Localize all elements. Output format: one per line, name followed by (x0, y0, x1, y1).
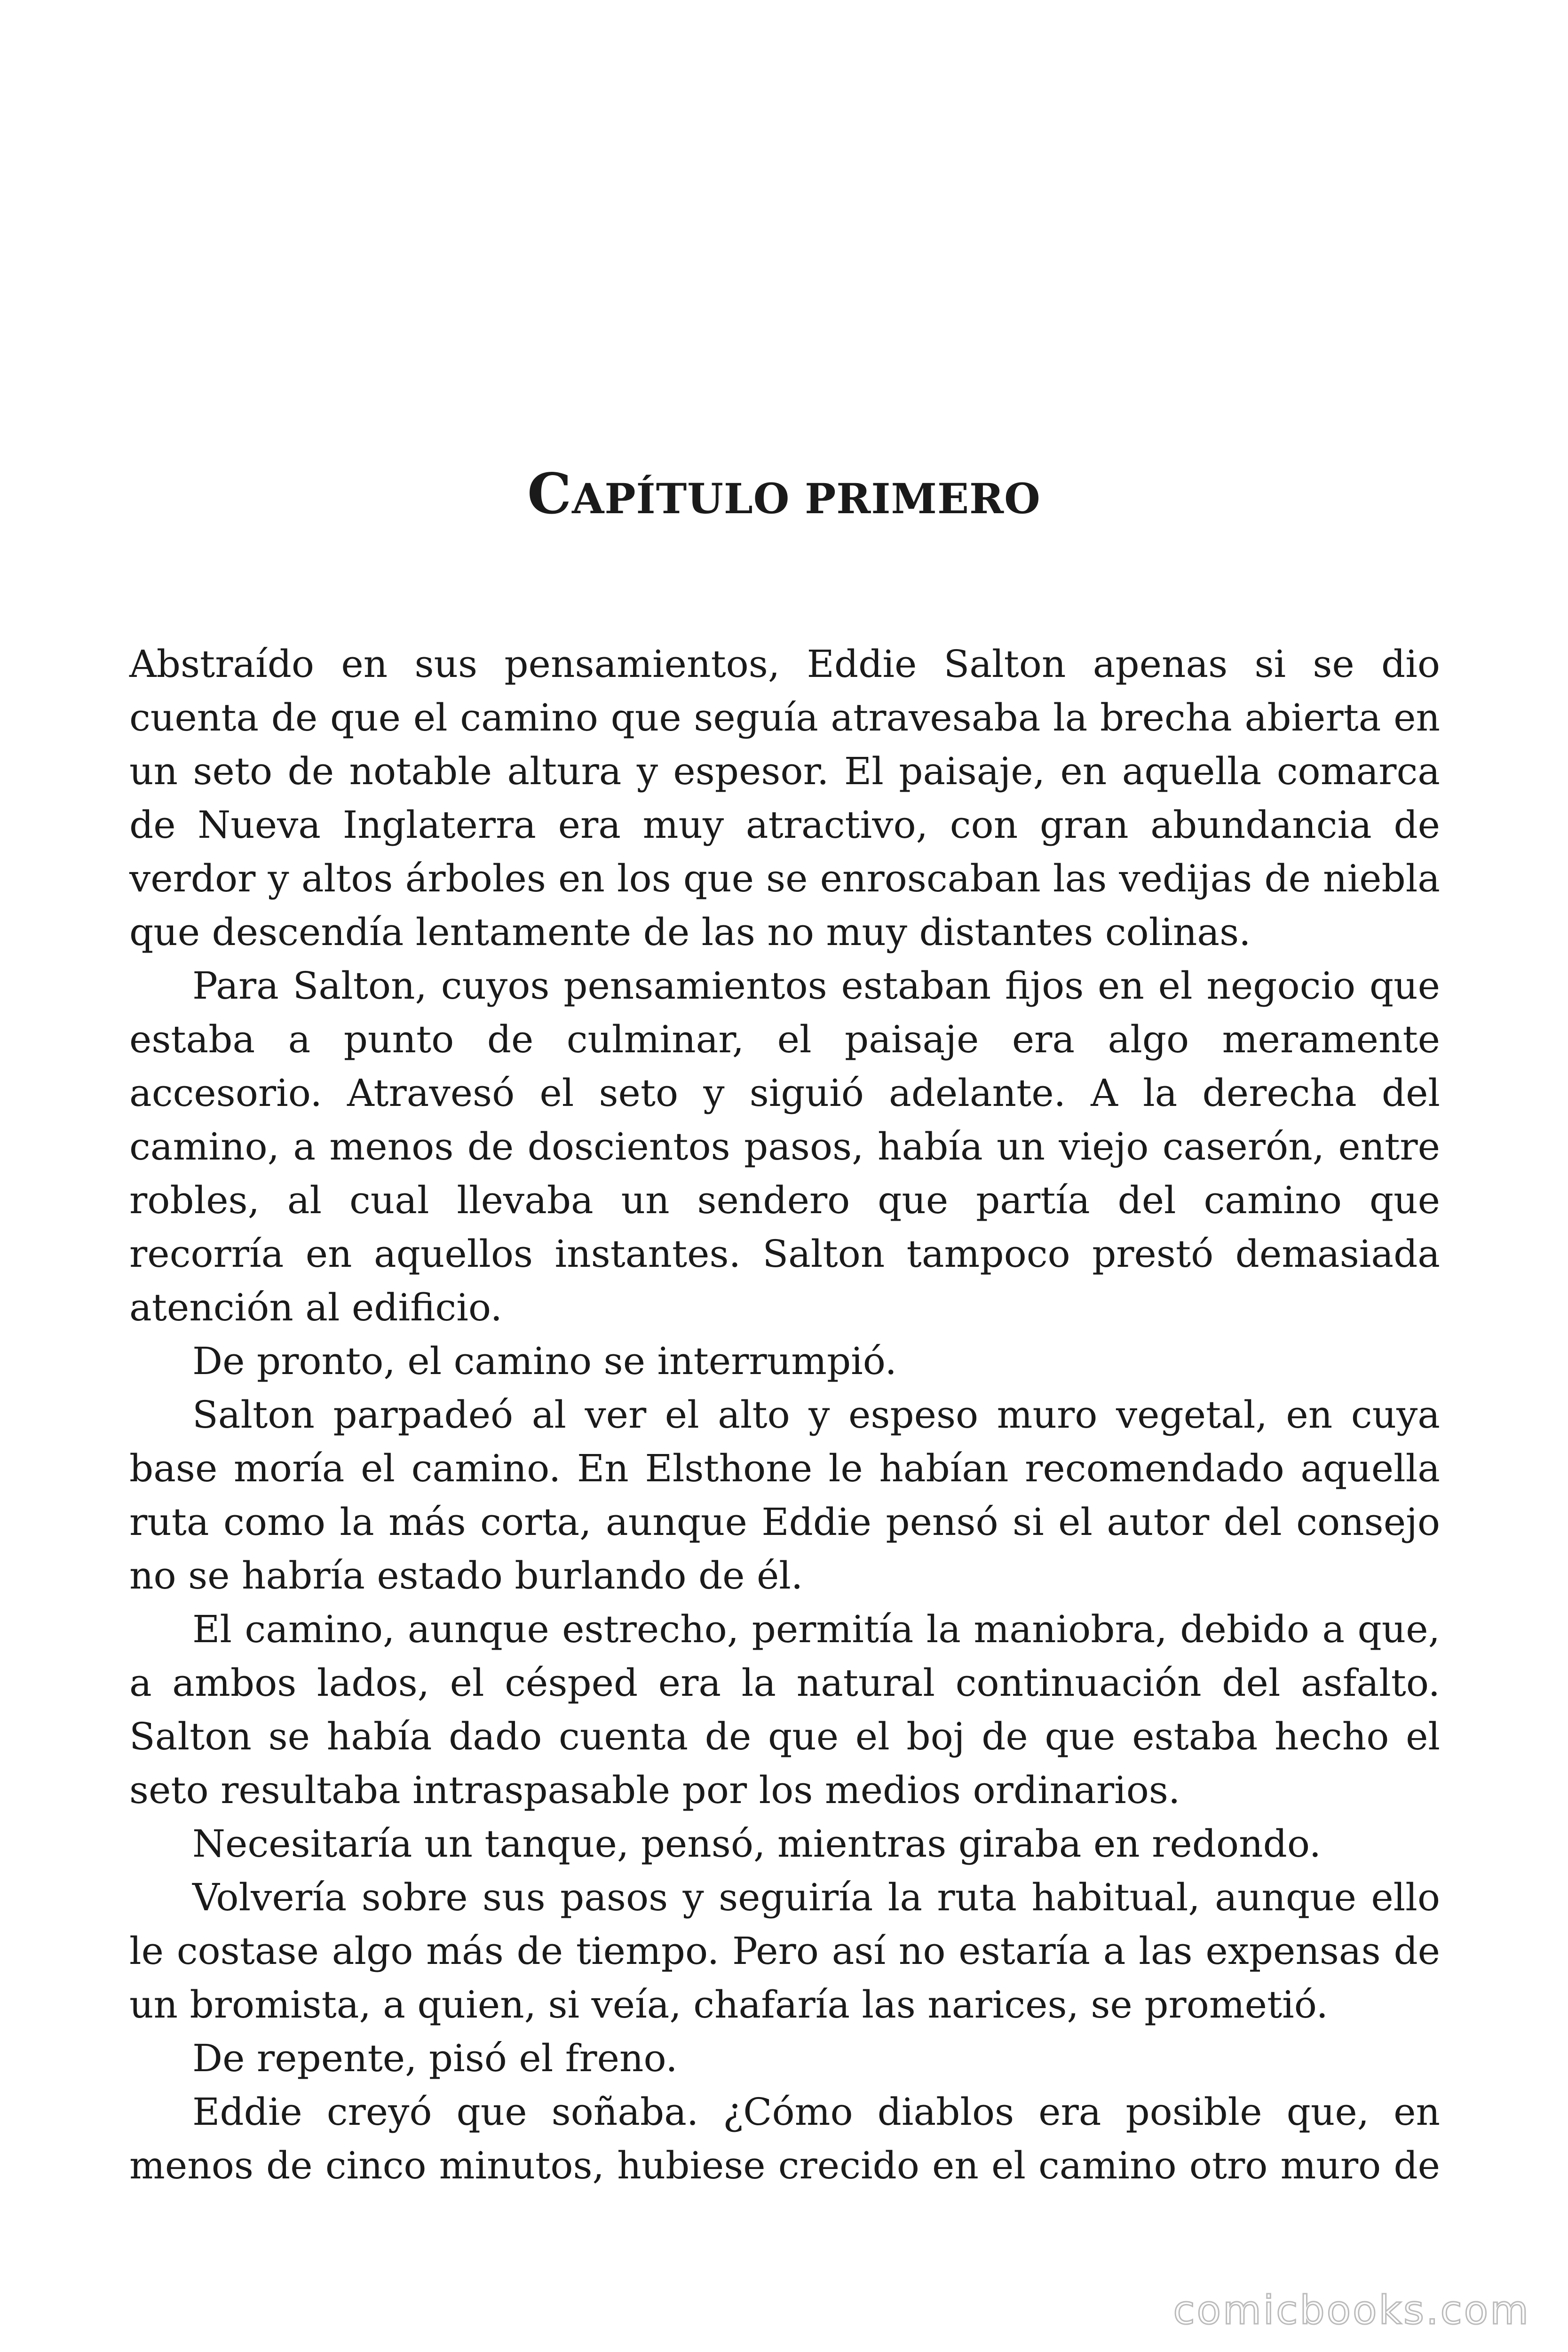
chapter-title-rest: APÍTULO PRIMERO (572, 474, 1041, 523)
chapter-title (0, 459, 1568, 534)
paragraph-2: Para Salton, cuyos pensamientos estaban fijos en el negocio que estaba a punto de culminar, el paisaje era algo meramente accesorio. Atravesó el seto y siguió adelante. A la derecha del camino, a menos de doscientos pasos, había un viejo caserón, entre robles, al cual llevaba un sendero que partía del camino que recorría en aquellos instantes. Salton tampoco prestó demasiada atención al edificio. (129, 964, 1440, 1329)
paragraph-5: El camino, aunque estrecho, permitía la maniobra, debido a que, a ambos lados, el césped era la natural continuación del asfalto. Salton se había dado cuenta de que el boj de que estaba hecho el seto resultaba intraspasable por los medios ordinarios. (129, 1607, 1440, 1812)
watermark: comicbooks.com (1173, 2287, 1530, 2333)
paragraph-7: Volvería sobre sus pasos y seguiría la ruta habitual, aunque ello le costase algo más de tiempo. Pero así no estaría a las expensas de un bromista, a quien, si veía, chafaría las narices, se prometió. (129, 1875, 1440, 2026)
chapter-body (129, 637, 1440, 2193)
paragraph-3: De pronto, el camino se interrumpió. (192, 1339, 897, 1383)
paragraph-8: De repente, pisó el freno. (192, 2036, 678, 2080)
paragraph-4: Salton parpadeó al ver el alto y espeso muro vegetal, en cuya base moría el camino. En Elsthone le habían recomendado aquella ruta como la más corta, aunque Eddie pensó si el autor del consejo no se habría estado burlando de él. (129, 1393, 1440, 1597)
paragraph-1: Abstraído en sus pensamientos, Eddie Salton apenas si se dio cuenta de que el camino que seguía atravesaba la brecha abierta en un seto de notable altura y espesor. El paisaje, en aquella comarca de Nueva Inglaterra era muy atractivo, con gran abundancia de verdor y altos árboles en los que se enroscaban las vedijas de niebla que descendía lentamente de las no muy distantes colinas. (129, 642, 1440, 954)
paragraph-9: Eddie creyó que soñaba. ¿Cómo diablos era posible que, en menos de cinco minutos, hubiese crecido en el camino otro muro de (129, 2090, 1440, 2187)
paragraph-6: Necesitaría un tanque, pensó, mientras giraba en redondo. (192, 1822, 1321, 1866)
chapter-title-initial: C (527, 461, 572, 526)
